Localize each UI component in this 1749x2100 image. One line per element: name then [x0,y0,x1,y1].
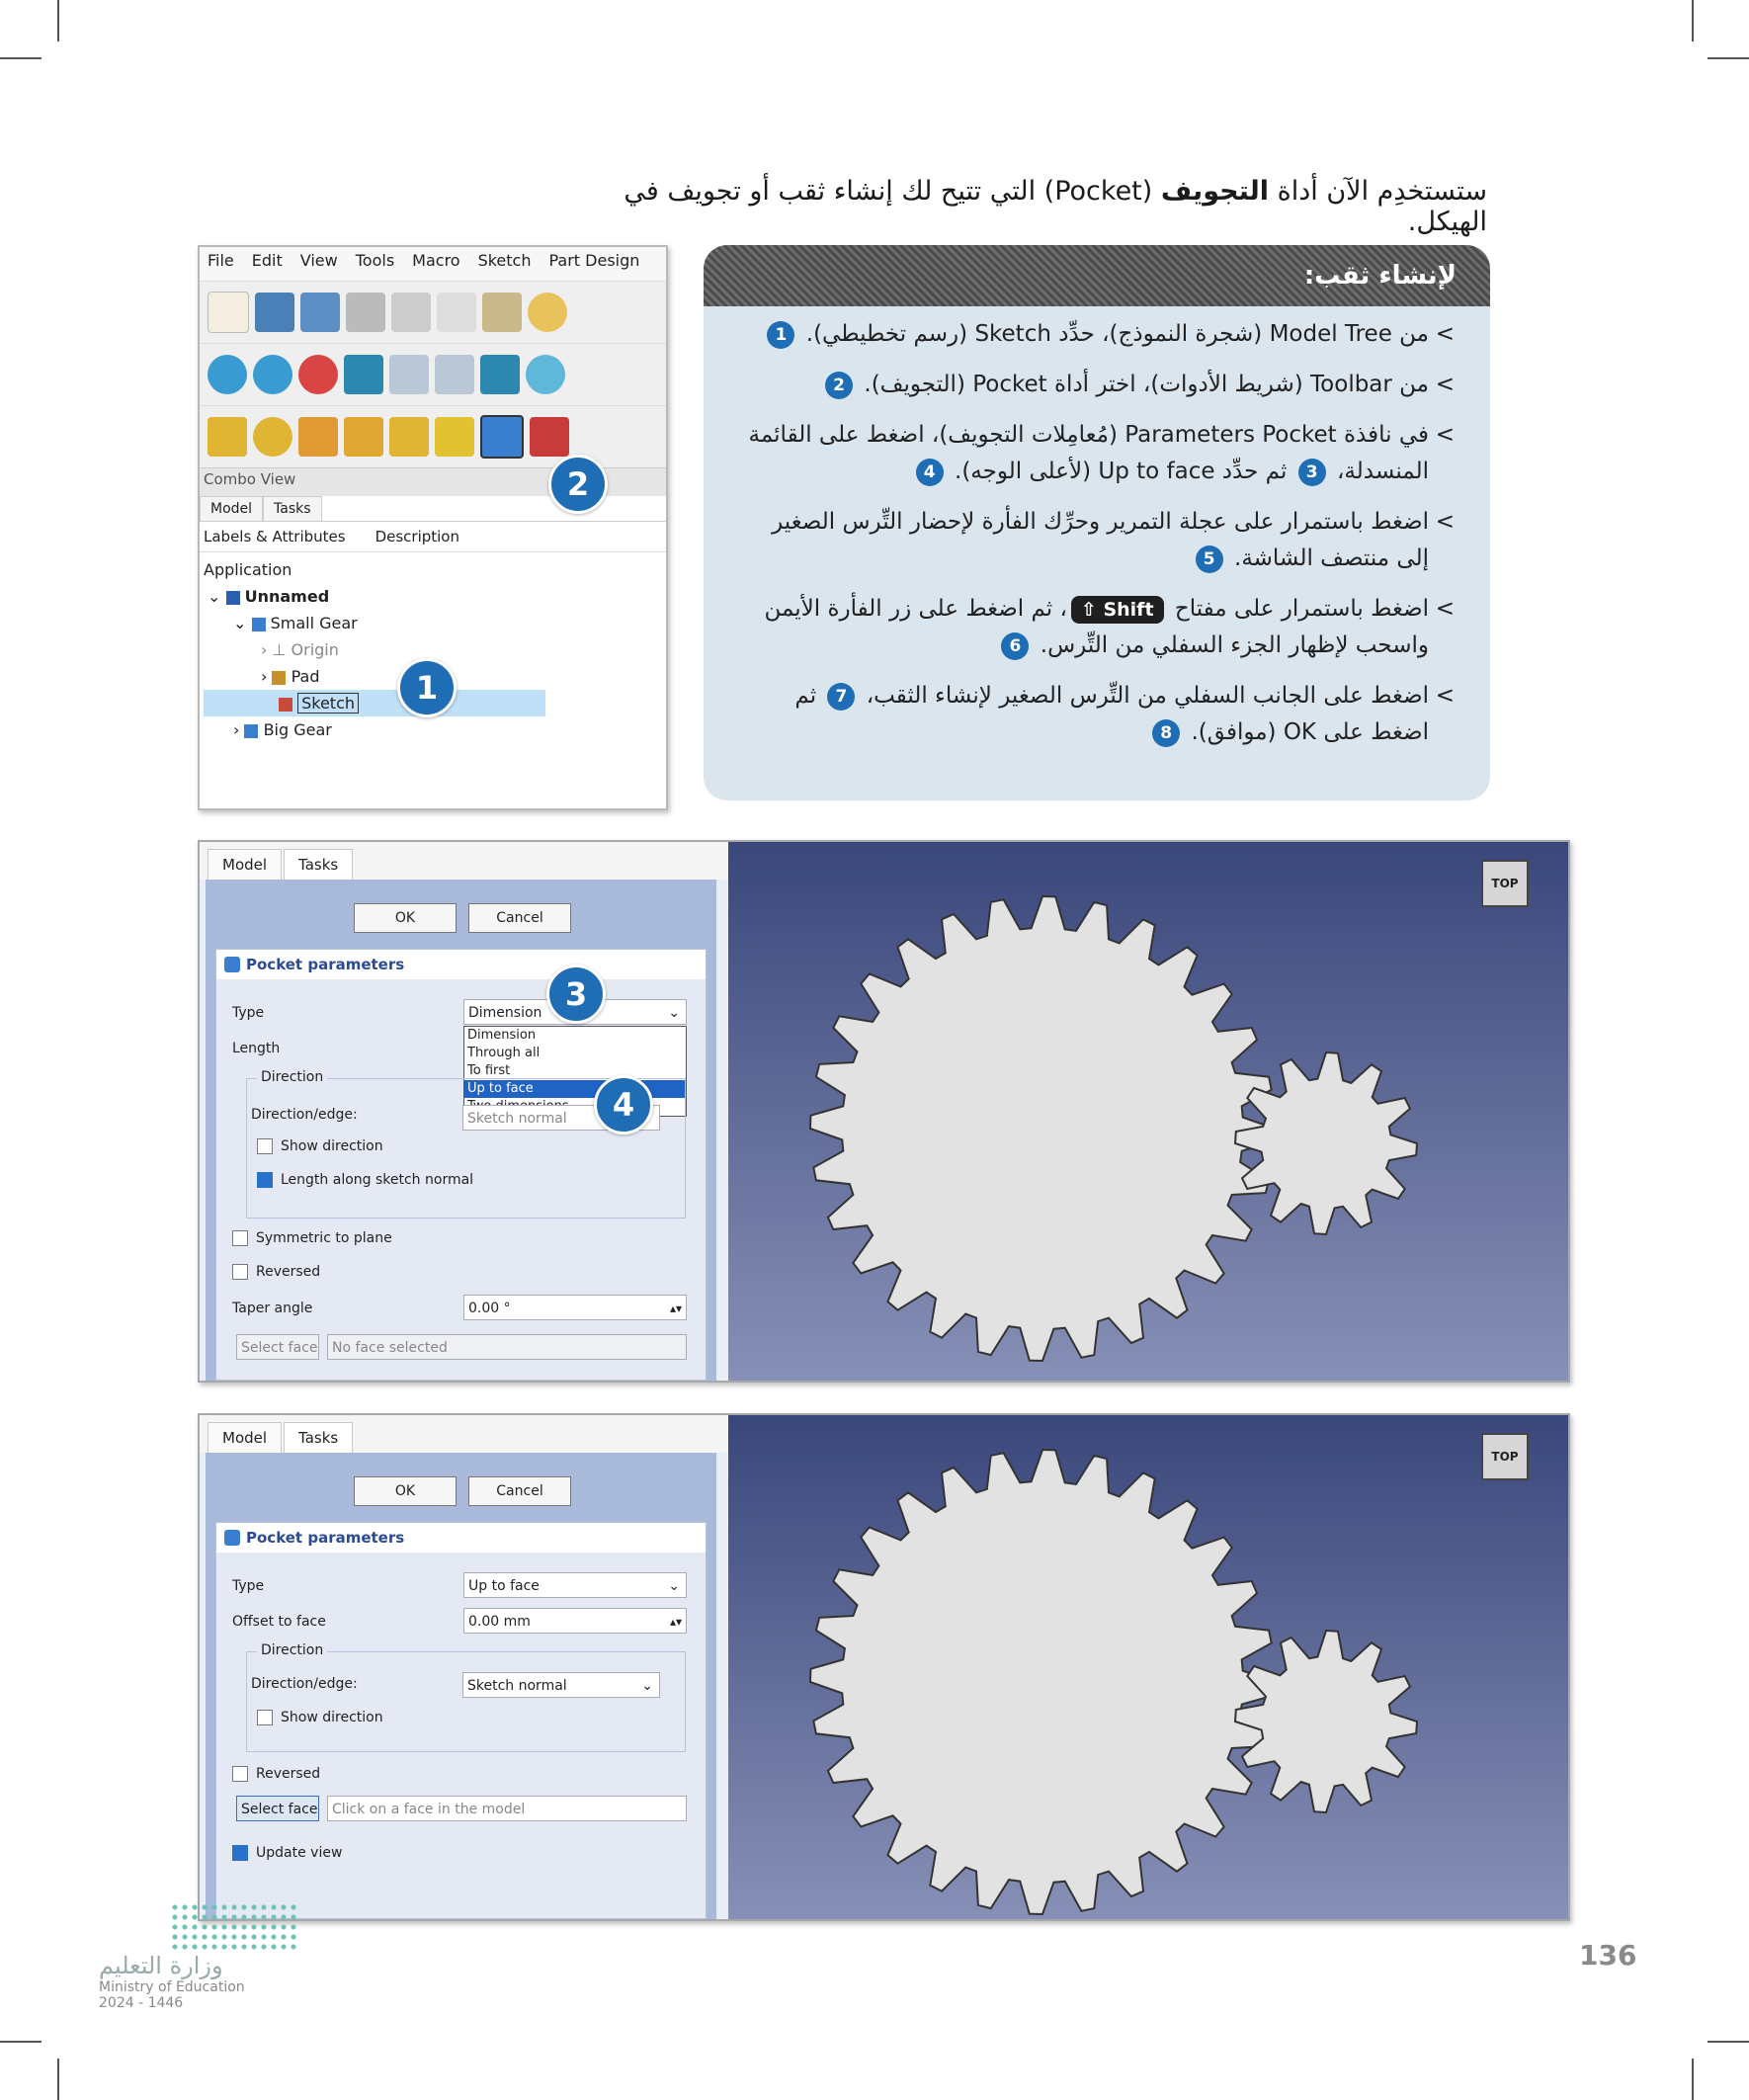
step-4-number: 4 [916,459,944,486]
crop-mark [0,2041,42,2043]
ok-button[interactable]: OK [354,903,457,933]
crop-mark [57,2058,59,2100]
big-gear [810,896,1275,1361]
ministry-name-en: Ministry of Education [99,1979,245,1995]
taper-angle-value: 0.00 ° [468,1301,511,1316]
step-3-text-1: في نافذة Parameters Pocket (مُعامِلات التجويف)، اضغط على القائمة المنسدلة، [748,422,1429,484]
instruction-box [704,245,1490,800]
toolbar-row-1 [200,281,666,343]
menu-macro[interactable]: Macro [412,251,460,270]
reversed-checkbox[interactable] [232,1264,320,1280]
pocket-parameters-title: Pocket parameters [246,956,405,973]
show-direction-checkbox[interactable] [257,1710,383,1725]
refresh-icon[interactable] [526,355,565,394]
pocket-parameters-group [215,1522,707,1919]
menu-file[interactable]: File [208,251,234,270]
offset-input[interactable] [463,1608,687,1634]
pocket-parameters-header[interactable] [216,1523,706,1553]
gears-graphic [728,842,1566,1381]
instruction-steps [704,306,1490,751]
intro-part2: (Pocket) التي تتيح لك إنشاء ثقب أو تجويف في الهيكل. [624,176,1487,237]
menu-part-design[interactable]: Part Design [548,251,640,270]
type-select[interactable] [463,1572,687,1598]
pocket-parameters-title: Pocket parameters [246,1529,405,1547]
callout-2: 2 [548,455,608,514]
step-1-text: من Model Tree (شجرة النموذج)، حدِّد Sketch (رسم تخطيطي). [805,321,1429,347]
direction-label: Direction [257,1642,327,1658]
view-cube-icon[interactable] [344,355,383,394]
zoom-icon[interactable] [253,355,292,394]
gear-outline [810,1450,1275,1914]
tree-application: Application [204,560,292,579]
pocket-icon[interactable] [480,415,524,459]
checkbox-checked-icon [257,1172,273,1188]
tree-label-small-gear: Small Gear [270,614,358,632]
crop-mark [57,0,59,42]
reversed-checkbox[interactable] [232,1766,320,1782]
taper-angle-label: Taper angle [232,1301,313,1316]
direction-edge-value: Sketch normal [467,1678,567,1694]
step-5 [743,591,1455,664]
3d-viewport[interactable] [728,1415,1568,1919]
select-face-button[interactable]: Select face [236,1334,319,1360]
callout-1: 1 [397,658,457,717]
checkbox-icon [232,1264,248,1280]
edition-year: 2024 - 1446 [99,1995,184,2011]
direction-edge-select[interactable]: Sketch normal [462,1105,660,1131]
checkbox-icon [257,1710,273,1725]
tree-item-pad[interactable]: › Pad [261,667,320,686]
additive-pipe-icon[interactable] [344,417,383,457]
workbench-icon[interactable] [480,355,520,394]
step-3 [743,417,1455,490]
callout-3: 3 [546,965,606,1024]
navigation-cube[interactable]: TOP [1481,1433,1529,1480]
callout-4: 4 [594,1075,653,1134]
menu-bar [200,247,666,281]
print-icon[interactable] [346,293,385,332]
symmetric-label: Symmetric to plane [256,1230,392,1246]
intro-bold: التجويف [1160,176,1270,207]
3d-viewport[interactable] [728,842,1568,1381]
option-through-all[interactable]: Through all [467,1046,541,1060]
copy-icon[interactable] [437,293,476,332]
direction-edge-label: Direction/edge: [251,1676,358,1692]
ministry-logo [99,1902,298,2011]
offset-value: 0.00 mm [468,1614,531,1630]
pocket-parameters-header[interactable] [216,950,706,979]
length-along-label: Length along sketch normal [281,1172,474,1188]
cancel-button[interactable]: Cancel [468,1476,571,1506]
type-select-value: Dimension [468,1005,542,1021]
navigation-cube[interactable]: TOP [1481,860,1529,907]
save-icon[interactable] [300,293,340,332]
menu-view[interactable]: View [299,251,338,270]
shift-key-badge: ⇧ Shift [1071,596,1164,624]
column-description[interactable]: Description [375,528,459,546]
combo-view-title: Combo View [204,470,296,488]
intro-text [548,176,1487,237]
spinbox-arrows-icon[interactable]: ▴▾ [669,1302,682,1315]
crop-mark [0,57,42,59]
symmetric-checkbox[interactable] [232,1230,392,1246]
tree-label-sketch: Sketch [297,693,359,714]
step-7-text-1: اضغط على الجانب السفلي من التِّرس الصغير لإنشاء الثقب، [866,683,1429,709]
step-7-text-2: ثم اضغط على OK (موافق). [794,683,1429,745]
task-area [206,1453,716,1919]
step-1 [743,316,1455,353]
option-to-first[interactable]: To first [467,1063,511,1078]
step-6-text-1: اضغط باستمرار على مفتاح [1174,596,1429,622]
update-view-label: Update view [256,1845,343,1861]
show-direction-checkbox[interactable] [257,1138,383,1154]
spinbox-arrows-icon[interactable]: ▴▾ [669,1615,682,1629]
task-area [206,880,716,1381]
pad-icon[interactable] [208,417,247,457]
step-8-number: 8 [1152,719,1180,747]
offset-label: Offset to face [232,1614,326,1630]
step-5-text: اضغط باستمرار على عجلة التمرير وحرِّك الفأرة لإحضار التِّرس الصغير إلى منتصف الشاشة. [772,509,1429,571]
additive-loft-icon[interactable] [298,417,338,457]
tree-item-origin[interactable]: › ⊥ Origin [261,640,339,659]
type-select-value: Up to face [468,1578,540,1594]
option-dimension[interactable]: Dimension [467,1028,537,1043]
tab-tasks[interactable]: Tasks [263,496,322,521]
small-gear [1235,1631,1417,1812]
gear-outline [1235,1631,1417,1812]
ministry-name-ar: وزارة التعليم [99,1952,223,1979]
tab-model[interactable]: Model [208,1422,282,1453]
length-along-checkbox[interactable] [257,1172,473,1188]
instruction-title: لإنشاء ثقب: [704,245,1490,306]
crop-mark [1707,57,1749,59]
zoom-fit-icon[interactable] [208,355,247,394]
tree-label-origin: Origin [291,640,339,659]
checkbox-icon [232,1230,248,1246]
tree-label-big-gear: Big Gear [263,720,332,739]
step-2-number: 2 [825,372,853,399]
chevron-down-icon: ⌄ [641,1678,653,1694]
step-7-number: 7 [827,683,855,711]
chevron-down-icon: ⌄ [668,1578,680,1594]
intro-part1: ستستخدِم الآن أداة [1269,176,1487,207]
cancel-button[interactable]: Cancel [468,903,571,933]
menu-edit[interactable]: Edit [251,251,283,270]
model-tree [200,552,666,747]
menu-tools[interactable]: Tools [355,251,395,270]
tree-item-sketch[interactable] [204,690,545,716]
pocket-panel-dimension [198,840,1570,1383]
back-arrow-icon[interactable] [389,355,429,394]
checkbox-icon [257,1138,273,1154]
step-4 [743,504,1455,577]
show-direction-label: Show direction [281,1138,383,1154]
chevron-down-icon: ⌄ [668,1005,680,1021]
step-6 [743,678,1455,751]
freecad-tree-screenshot [198,245,668,810]
undo-icon[interactable] [528,293,567,332]
type-label: Type [232,1578,265,1594]
step-3-number: 3 [1298,459,1326,486]
tree-label-pad: Pad [291,667,320,686]
crop-mark [1692,0,1694,42]
direction-label: Direction [257,1069,327,1085]
step-2-text: من Toolbar (شريط الأدوات)، اختر أداة Pocket (التجويف). [864,372,1429,397]
no-draw-icon[interactable] [298,355,338,394]
pocket-parameters-group [215,949,707,1381]
taper-angle-input[interactable] [463,1295,687,1320]
step-6-text-2: ، ثم اضغط على زر الفأرة الأيمن واسحب لإظهار الجزء السفلي من التِّرس. [764,596,1429,658]
hole-icon[interactable] [530,417,569,457]
forward-arrow-icon[interactable] [435,355,474,394]
open-folder-icon[interactable] [255,293,294,332]
toolbar-row-2 [200,343,666,405]
step-5-number: 5 [1196,546,1223,573]
pocket-panel-up-to-face [198,1413,1570,1921]
crop-mark [1692,2058,1694,2100]
checkbox-icon [232,1766,248,1782]
revolve-icon[interactable] [253,417,292,457]
show-direction-label: Show direction [281,1710,383,1725]
toolbar-row-3 [200,405,666,467]
additive-helix-icon[interactable] [389,417,429,457]
gear-outline [810,896,1275,1361]
additive-primitive-icon[interactable] [435,417,474,457]
tree-item-big-gear[interactable]: › Big Gear [233,720,332,739]
pocket-icon [224,957,240,972]
step-2 [743,367,1455,403]
tree-item-small-gear[interactable]: ⌄ Small Gear [233,614,358,632]
panel2-tabs [200,1415,728,1453]
face-status-field: Click on a face in the model [327,1796,687,1821]
type-label: Type [232,1005,265,1021]
direction-edge-label: Direction/edge: [251,1107,358,1123]
logo-dots [170,1902,298,1952]
tab-tasks[interactable]: Tasks [284,849,353,880]
reversed-label: Reversed [256,1264,321,1280]
cut-icon[interactable] [391,293,431,332]
step-1-number: 1 [767,321,794,349]
option-up-to-face[interactable]: Up to face [464,1080,686,1098]
tab-model[interactable]: Model [208,849,282,880]
tree-columns [200,522,666,552]
direction-edge-select[interactable] [462,1672,660,1698]
page-number: 136 [1579,1939,1637,1972]
update-view-checkbox[interactable] [232,1845,342,1861]
tab-tasks[interactable]: Tasks [284,1422,353,1453]
direction-group [246,1642,686,1752]
paste-icon[interactable] [482,293,522,332]
reversed-label: Reversed [256,1766,321,1782]
panel1-tabs [200,842,728,880]
select-face-button[interactable]: Select face [236,1796,319,1821]
gears-graphic [728,1415,1566,1919]
tab-model[interactable]: Model [200,496,263,521]
face-status-field: No face selected [327,1334,687,1360]
column-labels[interactable]: Labels & Attributes [204,528,346,546]
length-label: Length [232,1041,281,1056]
checkbox-checked-icon [232,1845,248,1861]
ok-button[interactable]: OK [354,1476,457,1506]
big-gear [810,1450,1275,1914]
crop-mark [1707,2041,1749,2043]
new-file-icon[interactable] [208,292,249,333]
menu-sketch[interactable]: Sketch [477,251,532,270]
step-6-number: 6 [1001,632,1029,660]
tree-label-unnamed: Unnamed [244,587,330,606]
pocket-icon [224,1530,240,1546]
tree-item-unnamed[interactable]: ⌄ Unnamed [208,587,330,606]
step-3-text-2: ثم حدِّد Up to face (لأعلى الوجه). [955,459,1288,484]
task-panel [200,1415,728,1919]
